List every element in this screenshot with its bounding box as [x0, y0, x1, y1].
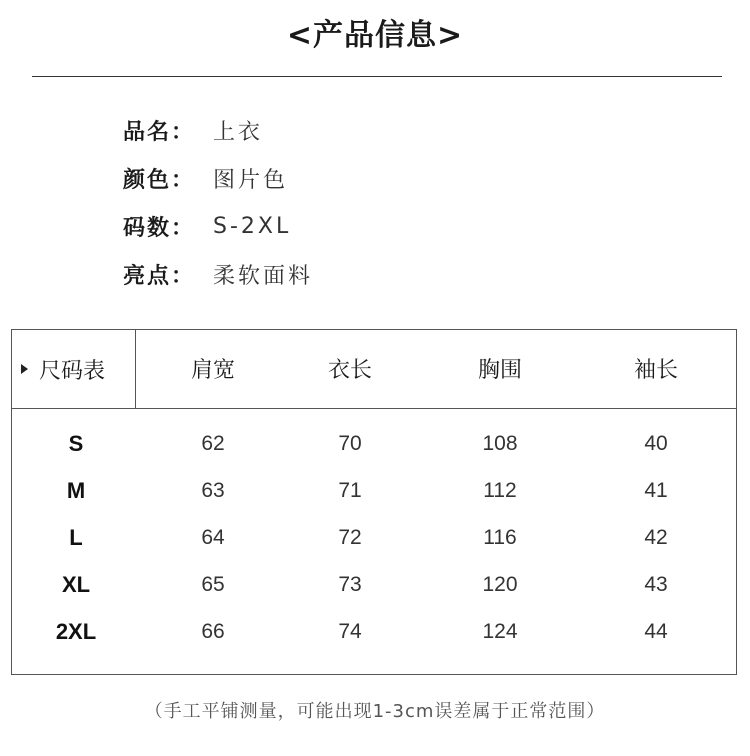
table-cell: 66: [201, 619, 225, 643]
table-cell: 40: [644, 431, 668, 455]
table-cell: 62: [201, 431, 225, 455]
table-row: [12, 514, 736, 561]
info-value: 柔软面料: [213, 263, 314, 289]
table-header-row: [12, 330, 736, 409]
info-label: 码数：: [123, 215, 196, 241]
table-cell: 63: [201, 478, 225, 502]
table-cell: 71: [338, 478, 362, 502]
header-sleeve-length: 袖长: [633, 358, 679, 383]
table-cell: 64: [201, 525, 225, 549]
size-chart-table: [11, 329, 737, 675]
info-row-name: [123, 106, 313, 154]
table-cell: 42: [644, 525, 668, 549]
table-cell: 65: [201, 572, 225, 596]
page-title: <产品信息>: [286, 18, 464, 53]
info-value: 图片色: [213, 167, 289, 193]
table-cell: 116: [483, 525, 517, 549]
table-row: [12, 561, 736, 608]
product-info-list: [123, 106, 313, 298]
table-row: [12, 608, 736, 655]
table-cell: 73: [338, 572, 362, 596]
info-label: 亮点：: [123, 263, 196, 289]
measurement-note: （手工平铺测量，可能出现1-3cm误差属于正常范围）: [144, 701, 606, 722]
info-label: 品名：: [123, 119, 196, 145]
table-cell: 72: [338, 525, 362, 549]
size-chart-label: 尺码表: [39, 358, 106, 384]
triangle-right-icon: [21, 364, 28, 374]
info-row-color: [123, 154, 313, 202]
table-cell: 44: [644, 619, 668, 643]
table-cell: 124: [482, 619, 518, 643]
table-row: [12, 420, 736, 467]
size-cell: M: [66, 477, 86, 503]
table-cell: 112: [483, 478, 517, 502]
title-divider: [32, 76, 722, 77]
table-cell: 74: [338, 619, 362, 643]
header-length: 衣长: [327, 358, 373, 383]
table-cell: 70: [338, 431, 362, 455]
table-row: [12, 467, 736, 514]
size-cell: S: [68, 430, 84, 456]
size-cell: XL: [61, 571, 91, 597]
size-cell: 2XL: [55, 618, 97, 644]
header-chest: 胸围: [477, 358, 523, 383]
table-cell: 41: [644, 478, 668, 502]
table-cell: 108: [482, 431, 518, 455]
info-label: 颜色：: [123, 167, 196, 193]
size-chart-header-cell: [12, 330, 136, 408]
info-row-highlight: [123, 250, 313, 298]
info-value: 上衣: [213, 119, 264, 145]
header-shoulder-width: 肩宽: [190, 358, 236, 383]
size-cell: L: [69, 524, 83, 550]
table-cell: 120: [482, 572, 518, 596]
info-row-size-range: [123, 202, 313, 250]
table-cell: 43: [644, 572, 668, 596]
info-value: S-2XL: [213, 213, 292, 239]
